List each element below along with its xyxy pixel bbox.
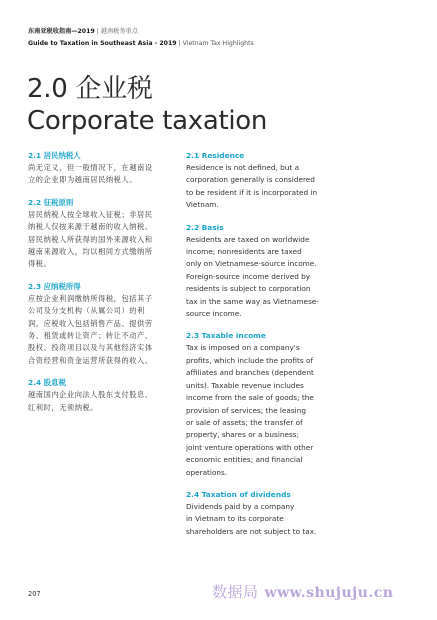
page-title-en: Corporate taxation xyxy=(27,106,268,136)
body-line: operations. xyxy=(186,467,228,477)
body-line: Tax is imposed on a company's xyxy=(186,343,300,353)
body-line: income; nonresidents are taxed xyxy=(186,247,302,257)
body-line: tax in the same way as Vietnamese- xyxy=(186,296,319,306)
body-line: 纳税人仅按来源于越南的收入纳税。 xyxy=(28,222,153,232)
body-line: 越南国内企业向法人股东支付股息、 xyxy=(28,390,153,400)
section xyxy=(28,197,170,271)
header-en-subtitle: Vietnam Tax Highlights xyxy=(182,40,254,47)
body-line: source income. xyxy=(186,309,242,319)
section xyxy=(28,377,170,414)
watermark-url: www.shujuju.cn xyxy=(264,585,394,601)
body-line: units). Taxable revenue includes xyxy=(186,380,304,390)
body-line: Dividends paid by a company xyxy=(186,501,295,511)
body-line: Foreign-source income derived by xyxy=(186,271,311,281)
body-line: 得税。 xyxy=(28,259,52,269)
header-en-title: Guide to Taxation in Southeast Asia - 2019 xyxy=(28,40,177,47)
body-line: affiliates and branches (dependent xyxy=(186,368,314,378)
body-line: 居民纳税人所获得的国外来源收入和 xyxy=(28,234,153,244)
body-line: corporation generally is considered xyxy=(186,175,315,185)
body-line: or sale of assets; the transfer of xyxy=(186,417,303,427)
header-separator-en: | xyxy=(178,40,181,47)
body-line: in Vietnam to its corporate xyxy=(186,514,284,524)
page-number: 207 xyxy=(28,590,41,598)
body-line: 尚无定义，但一般情况下，在越南设 xyxy=(28,163,153,172)
section xyxy=(186,150,336,212)
section-heading: 2.4 股息税 xyxy=(28,378,66,388)
body-line: Vietnam. xyxy=(186,200,219,210)
section-heading: 2.3 应纳税所得 xyxy=(28,281,81,291)
header-cn-year: —2019 xyxy=(71,28,95,35)
header-separator: | xyxy=(96,28,99,35)
body-line: only on Vietnamese-source income. xyxy=(186,259,317,269)
header-en-line xyxy=(28,38,254,50)
section xyxy=(186,330,336,478)
section-heading: 2.3 Taxable income xyxy=(186,331,266,341)
body-line: to be resident if it is incorporated in xyxy=(186,187,318,197)
section-heading: 2.1 Residence xyxy=(186,151,245,160)
section xyxy=(186,489,336,538)
body-line: shareholders are not subject to tax. xyxy=(186,526,317,536)
body-line: profits, which include the profits of xyxy=(186,355,314,365)
body-line: 润。应税收入包括销售产品、提供劳 xyxy=(28,318,153,328)
body-line: provision of services; the leasing xyxy=(186,405,306,415)
section xyxy=(186,222,336,321)
section xyxy=(28,281,170,367)
watermark-cn: 数据局 xyxy=(212,583,259,601)
body-line: 越南来源收入，均以相同方式缴纳所 xyxy=(28,247,153,257)
body-line: 股权、投资项目以及与其他经济实体 xyxy=(28,343,153,353)
section-heading: 2.2 Basis xyxy=(186,222,224,232)
body-line: 务、租赁或转让资产；转让不动产、 xyxy=(28,331,153,341)
body-line: 红利时，无须纳税。 xyxy=(28,402,99,412)
body-line: 合资经营和资金运营所获得的收入。 xyxy=(28,355,153,365)
page-title xyxy=(27,73,267,137)
body-line: Residence is not defined, but a xyxy=(186,163,300,172)
header-cn-line xyxy=(28,26,254,38)
section xyxy=(28,150,170,187)
header-cn-title: 东南亚税收指南 xyxy=(28,28,72,35)
section-heading: 2.1 居民纳税人 xyxy=(28,151,81,160)
body-line: income from the sale of goods; the xyxy=(186,393,314,403)
english-column xyxy=(186,150,336,548)
watermark xyxy=(212,581,393,602)
body-line: economic entities; and financial xyxy=(186,455,303,465)
chinese-column xyxy=(28,150,170,424)
body-line: 居民纳税人按全球收入征税；非居民 xyxy=(28,209,153,219)
section-heading: 2.2 征税原则 xyxy=(28,197,74,207)
body-line: joint venture operations with other xyxy=(186,442,314,452)
body-line: Residents are taxed on worldwide xyxy=(186,234,310,244)
body-line: residents is subject to corporation xyxy=(186,284,311,294)
body-line: 立的企业即为越南居民纳税人。 xyxy=(28,175,138,185)
page-title-cn: 2.0 企业税 xyxy=(27,74,153,104)
header-cn-subtitle: 越南税务重点 xyxy=(100,28,138,35)
body-line: property, shares or a business; xyxy=(186,430,300,440)
body-line: 公司及分支机构（从属公司）的利 xyxy=(28,306,145,316)
running-header xyxy=(28,26,254,50)
section-heading: 2.4 Taxation of dividends xyxy=(186,489,291,499)
body-line: 应按企业利润缴纳所得税，包括其子 xyxy=(28,293,153,303)
